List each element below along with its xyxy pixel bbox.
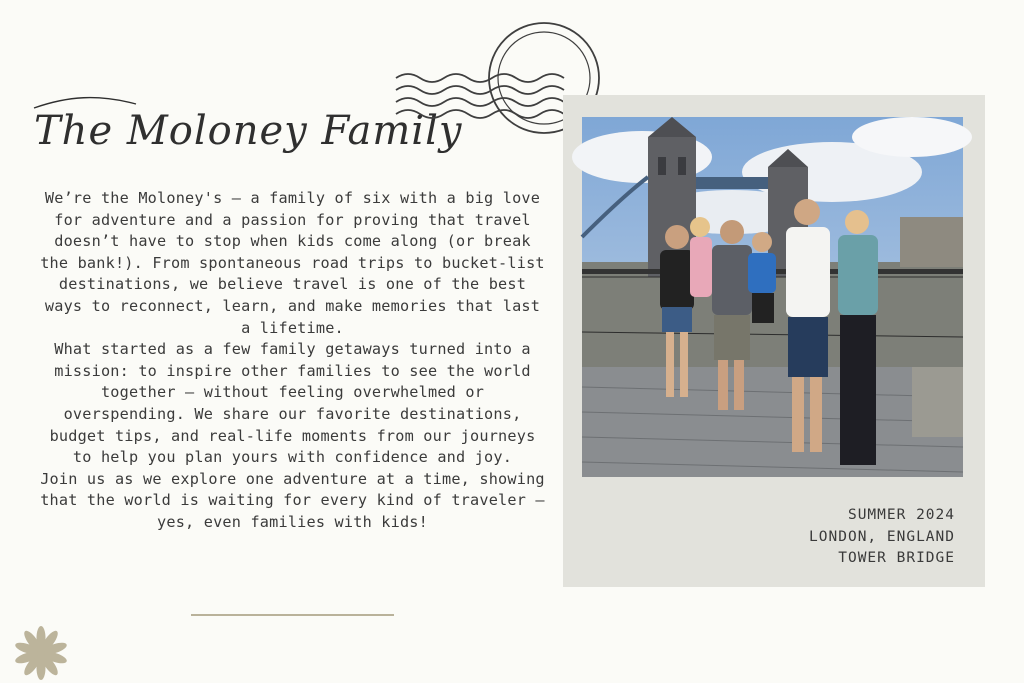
flower-icon (12, 624, 70, 682)
family-bio (40, 188, 545, 534)
family-photo (582, 117, 963, 477)
family-title (28, 86, 463, 176)
caption-season: SUMMER 2024 (847, 507, 955, 523)
bio-paragraph-1: We’re the Moloney's — a family of six with a big love for adventure and a passion for proving that travel doesn’t have to stop when kids come along (or break the bank!). From spontaneous road trips to bucket-list destinations, we believe travel is one of the best ways to reconnect, learn, and make memories that last a lifetime. (40, 189, 545, 337)
photo-caption (809, 505, 955, 570)
caption-location: LONDON, ENGLAND (809, 528, 955, 545)
caption-landmark: TOWER BRIDGE (838, 550, 955, 566)
polaroid-frame (563, 95, 985, 587)
divider-line (191, 614, 394, 616)
family-title-text: The Moloney Family (34, 108, 463, 154)
bio-paragraph-2: What started as a few family getaways turned into a mission: to inspire other families to see the world together — without feeling overwhelmed or overspending. We share our favorite destinations, budget tips, and real-life moments from our journeys to help you plan yours with confidence and joy. (49, 340, 536, 467)
bio-paragraph-3: Join us as we explore one adventure at a time, showing that the world is waiting for every kind of traveler — yes, even families with kids! (40, 469, 545, 531)
